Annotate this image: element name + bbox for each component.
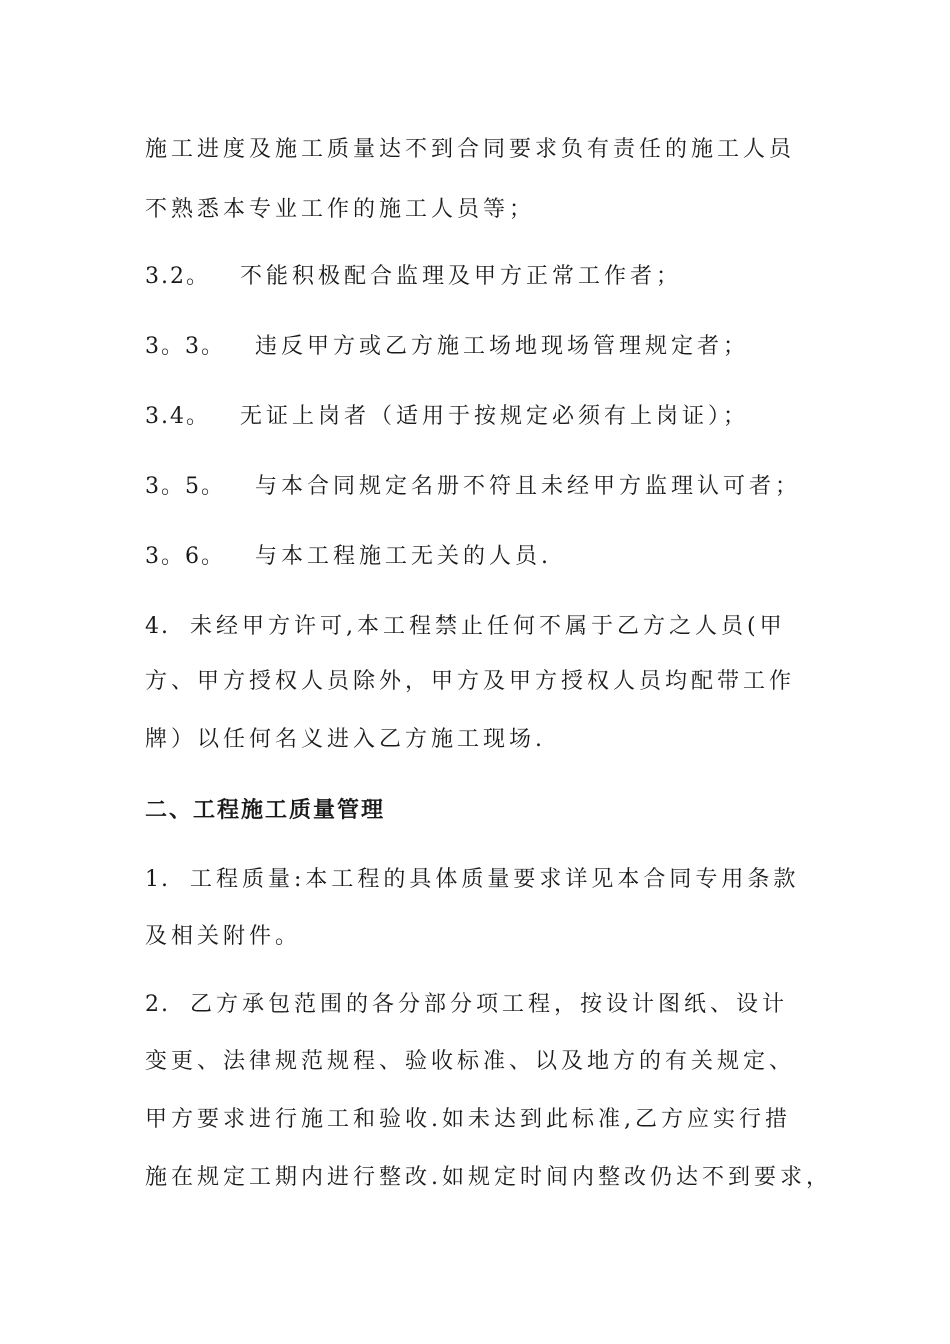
line-text: 变更、法律规范规程、验收标准、以及地方的有关规定、 (145, 1049, 796, 1074)
paragraph-line (145, 922, 825, 952)
clause-number: 2. (145, 992, 170, 1017)
clause-text: 工程质量:本工程的具体质量要求详见本合同专用条款 (190, 867, 800, 892)
clause-3-5 (145, 472, 825, 502)
paragraph-line (145, 1163, 832, 1193)
clause-3-2 (145, 262, 825, 292)
clause-text: 无证上岗者（适用于按规定必须有上岗证）； (240, 404, 750, 429)
paragraph-line (145, 667, 825, 697)
clause-number: 3。6。 (145, 544, 225, 569)
clause-number: 1. (145, 867, 170, 892)
paragraph-line (145, 135, 825, 165)
paragraph-line (145, 1047, 825, 1077)
clause-text: 与本工程施工无关的人员. (255, 544, 552, 569)
line-text: 甲方要求进行施工和验收.如未达到此标准,乙方应实行措 (145, 1107, 791, 1132)
line-text: 牌）以任何名义进入乙方施工现场. (145, 727, 546, 752)
line-text: 及相关附件。 (145, 924, 302, 949)
clause-number: 3.2。 (145, 264, 210, 289)
clause-text: 与本合同规定名册不符且未经甲方监理认可者； (255, 474, 802, 499)
clause-number: 3。3。 (145, 334, 225, 359)
clause-number: 4. (145, 614, 170, 639)
clause-3-6 (145, 542, 825, 572)
line-text: 施在规定工期内进行整改.如规定时间内整改仍达不到要求， (145, 1165, 832, 1190)
paragraph-line (145, 725, 825, 755)
clause-3-4 (145, 402, 825, 432)
clause-2 (145, 990, 825, 1020)
clause-number: 3。5。 (145, 474, 225, 499)
clause-text: 乙方承包范围的各分部分项工程，按设计图纸、设计 (190, 992, 789, 1017)
paragraph-line (145, 195, 825, 225)
line-text: 方、甲方授权人员除外，甲方及甲方授权人员均配带工作 (145, 669, 796, 694)
line-text: 不熟悉本专业工作的施工人员等； (145, 197, 536, 222)
clause-number: 3.4。 (145, 404, 210, 429)
clause-3-3 (145, 332, 825, 362)
paragraph-line (145, 1105, 825, 1135)
heading-text: 二、工程施工质量管理 (145, 797, 386, 823)
clause-1 (145, 865, 825, 895)
line-text: 施工进度及施工质量达不到合同要求负有责任的施工人员 (145, 137, 796, 162)
section-heading (145, 795, 825, 825)
clause-text: 未经甲方许可,本工程禁止任何不属于乙方之人员(甲 (190, 614, 786, 639)
clause-text: 违反甲方或乙方施工场地现场管理规定者； (255, 334, 750, 359)
clause-text: 不能积极配合监理及甲方正常工作者； (240, 264, 683, 289)
clause-4 (145, 612, 825, 642)
